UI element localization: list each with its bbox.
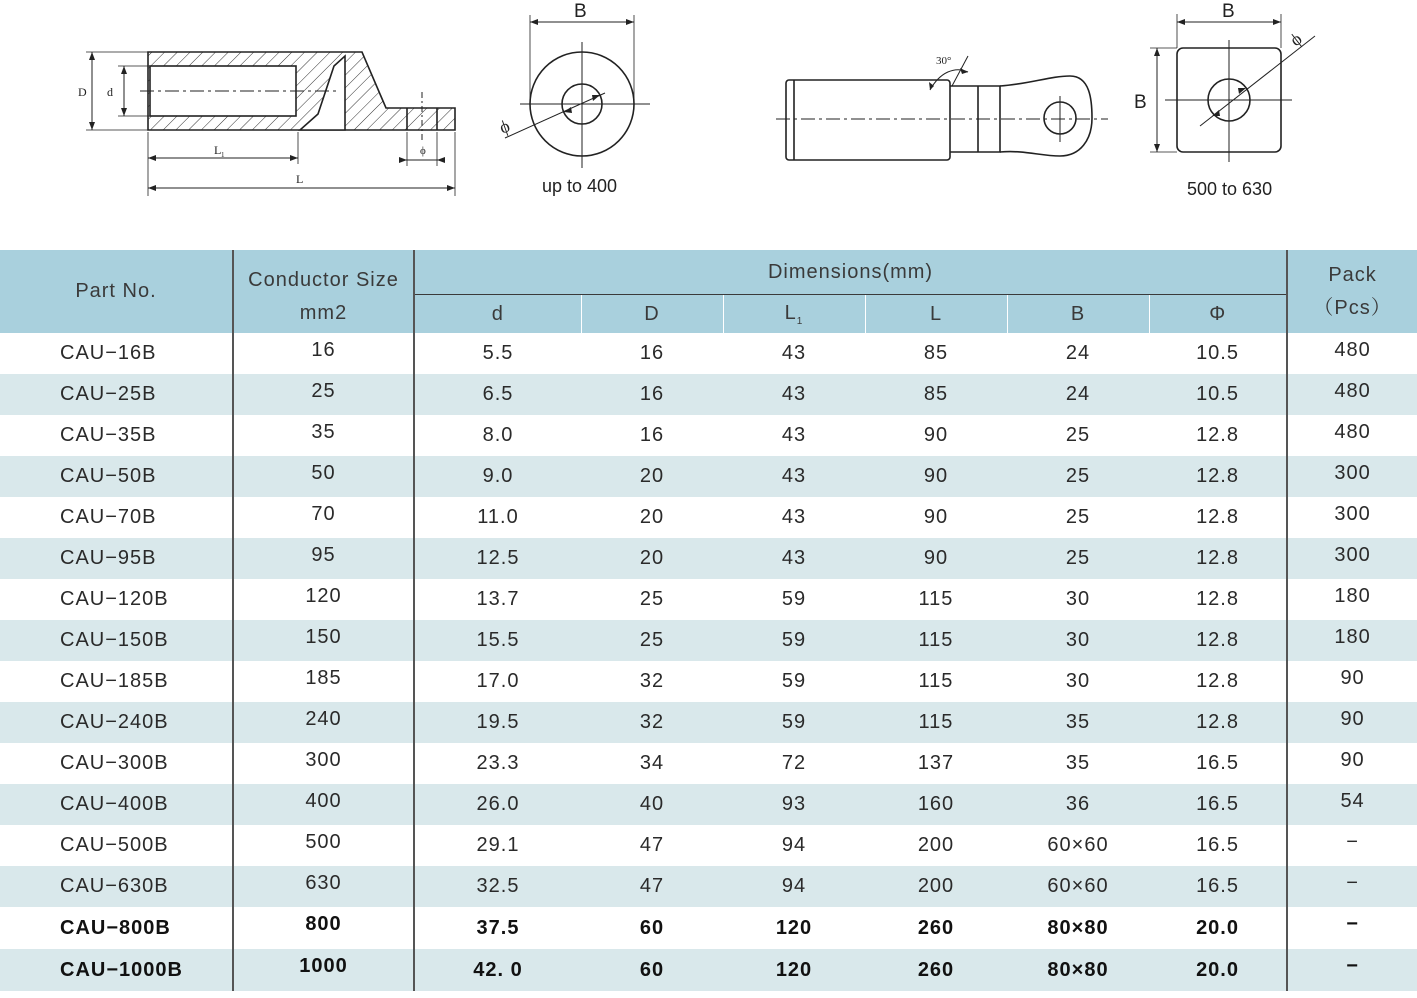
cell-L1: 59	[723, 702, 865, 743]
cell-phi: 16.5	[1149, 743, 1287, 784]
cell-pack: 300	[1287, 538, 1417, 579]
cell-B: 60×60	[1007, 825, 1149, 866]
cell-D: 16	[581, 374, 723, 415]
table-row	[0, 825, 1417, 866]
label-D: D	[78, 85, 87, 99]
square-B-side-label: B	[1134, 92, 1147, 113]
cell-pack: 90	[1287, 743, 1417, 784]
cell-L1: 43	[723, 456, 865, 497]
cell-L1: 43	[723, 374, 865, 415]
header-pack: Pack （Pcs）	[1287, 250, 1417, 333]
cell-conductor-size: 150	[233, 620, 414, 661]
square-end-caption: 500 to 630	[1187, 179, 1273, 199]
cell-part-no: CAU−300B	[0, 743, 233, 784]
round-B-label: B	[574, 1, 587, 22]
cell-B: 25	[1007, 538, 1149, 579]
cell-pack: 480	[1287, 374, 1417, 415]
cell-part-no: CAU−185B	[0, 661, 233, 702]
cell-part-no: CAU−400B	[0, 784, 233, 825]
table-row	[0, 538, 1417, 579]
cell-phi: 12.8	[1149, 661, 1287, 702]
cell-part-no: CAU−500B	[0, 825, 233, 866]
cell-D: 60	[581, 907, 723, 949]
cell-D: 16	[581, 415, 723, 456]
label-L: L	[296, 172, 304, 186]
cell-d: 9.0	[414, 456, 581, 497]
cell-L1: 43	[723, 333, 865, 374]
cell-d: 11.0	[414, 497, 581, 538]
cell-conductor-size: 70	[233, 497, 414, 538]
cell-conductor-size: 630	[233, 866, 414, 907]
cell-d: 8.0	[414, 415, 581, 456]
cell-D: 20	[581, 538, 723, 579]
cell-conductor-size: 35	[233, 415, 414, 456]
cell-pack: 90	[1287, 661, 1417, 702]
cell-D: 47	[581, 825, 723, 866]
cell-phi: 16.5	[1149, 866, 1287, 907]
technical-drawings	[0, 0, 1417, 248]
header-conductor-size: Conductor Size mm2	[233, 250, 414, 333]
cell-phi: 10.5	[1149, 333, 1287, 374]
cell-conductor-size: 185	[233, 661, 414, 702]
cell-conductor-size: 300	[233, 743, 414, 784]
cell-pack: −	[1287, 825, 1417, 866]
table-row	[0, 497, 1417, 538]
cell-B: 60×60	[1007, 866, 1149, 907]
cell-L1: 43	[723, 415, 865, 456]
table-row	[0, 661, 1417, 702]
cell-B: 35	[1007, 702, 1149, 743]
cell-pack: 54	[1287, 784, 1417, 825]
cell-L: 90	[865, 497, 1007, 538]
cell-L1: 94	[723, 866, 865, 907]
cell-phi: 20.0	[1149, 949, 1287, 991]
cell-L: 85	[865, 374, 1007, 415]
table-body	[0, 333, 1417, 991]
cell-L: 115	[865, 620, 1007, 661]
cell-L: 90	[865, 456, 1007, 497]
cell-L: 260	[865, 907, 1007, 949]
cell-part-no: CAU−150B	[0, 620, 233, 661]
cell-part-no: CAU−16B	[0, 333, 233, 374]
cell-d: 17.0	[414, 661, 581, 702]
drawings-svg	[0, 0, 1417, 248]
specification-table	[0, 250, 1417, 991]
cell-conductor-size: 1000	[233, 949, 414, 991]
table-row	[0, 949, 1417, 991]
header-L1: $L_1$	[723, 295, 865, 334]
label-L1-sub: 1	[221, 151, 225, 159]
cell-d: 42. 0	[414, 949, 581, 991]
cell-pack: 300	[1287, 497, 1417, 538]
header-D: D	[581, 295, 723, 334]
cell-L: 115	[865, 579, 1007, 620]
cell-D: 32	[581, 702, 723, 743]
table-row	[0, 743, 1417, 784]
header-d: d	[414, 295, 581, 334]
cell-part-no: CAU−1000B	[0, 949, 233, 991]
cell-pack: 300	[1287, 456, 1417, 497]
table-row	[0, 579, 1417, 620]
cell-L: 85	[865, 333, 1007, 374]
cell-d: 23.3	[414, 743, 581, 784]
cell-D: 32	[581, 661, 723, 702]
cell-B: 35	[1007, 743, 1149, 784]
cell-d: 26.0	[414, 784, 581, 825]
cell-L1: 120	[723, 949, 865, 991]
cell-B: 30	[1007, 620, 1149, 661]
cell-phi: 12.8	[1149, 456, 1287, 497]
header-phi: Φ	[1149, 295, 1287, 334]
cell-pack: 480	[1287, 415, 1417, 456]
cell-phi: 12.8	[1149, 497, 1287, 538]
cell-B: 25	[1007, 497, 1149, 538]
label-L1: L	[214, 143, 222, 157]
cell-pack: 180	[1287, 579, 1417, 620]
cell-L1: 120	[723, 907, 865, 949]
cell-conductor-size: 25	[233, 374, 414, 415]
table-row	[0, 702, 1417, 743]
table-row	[0, 866, 1417, 907]
header-B: B	[1007, 295, 1149, 334]
cell-D: 60	[581, 949, 723, 991]
table-row	[0, 333, 1417, 374]
cell-d: 6.5	[414, 374, 581, 415]
cell-B: 30	[1007, 579, 1149, 620]
cell-D: 47	[581, 866, 723, 907]
cell-L1: 59	[723, 661, 865, 702]
cell-L: 90	[865, 538, 1007, 579]
round-end-view	[505, 15, 650, 168]
cell-part-no: CAU−50B	[0, 456, 233, 497]
round-phi-label: ϕ	[496, 115, 513, 138]
lug-section-view	[86, 52, 455, 196]
square-B-top-label: B	[1222, 1, 1235, 22]
cell-phi: 12.8	[1149, 415, 1287, 456]
cell-pack: 480	[1287, 333, 1417, 374]
cell-part-no: CAU−800B	[0, 907, 233, 949]
table-row	[0, 784, 1417, 825]
cell-phi: 12.8	[1149, 579, 1287, 620]
cell-B: 80×80	[1007, 949, 1149, 991]
table-row	[0, 620, 1417, 661]
square-phi-label: ϕ	[1285, 28, 1306, 50]
cell-part-no: CAU−25B	[0, 374, 233, 415]
label-phi: ϕ	[420, 145, 426, 157]
cell-B: 36	[1007, 784, 1149, 825]
cell-conductor-size: 240	[233, 702, 414, 743]
cell-phi: 16.5	[1149, 825, 1287, 866]
cell-conductor-size: 120	[233, 579, 414, 620]
cell-phi: 10.5	[1149, 374, 1287, 415]
cell-d: 13.7	[414, 579, 581, 620]
cell-B: 24	[1007, 333, 1149, 374]
angle-label: 30°	[936, 55, 952, 67]
cell-d: 15.5	[414, 620, 581, 661]
cell-phi: 12.8	[1149, 620, 1287, 661]
cell-L: 200	[865, 866, 1007, 907]
cell-D: 34	[581, 743, 723, 784]
cell-part-no: CAU−120B	[0, 579, 233, 620]
cell-d: 12.5	[414, 538, 581, 579]
cell-L1: 43	[723, 538, 865, 579]
cell-d: 32.5	[414, 866, 581, 907]
cell-B: 24	[1007, 374, 1149, 415]
cell-L: 160	[865, 784, 1007, 825]
cell-L1: 93	[723, 784, 865, 825]
label-d: d	[107, 85, 113, 99]
angled-lug-view	[776, 56, 1108, 160]
cell-L1: 59	[723, 579, 865, 620]
cell-D: 20	[581, 456, 723, 497]
cell-B: 80×80	[1007, 907, 1149, 949]
cell-L: 90	[865, 415, 1007, 456]
cell-L: 137	[865, 743, 1007, 784]
cell-L: 200	[865, 825, 1007, 866]
table-row	[0, 415, 1417, 456]
header-part-no: Part No.	[0, 250, 233, 333]
cell-part-no: CAU−240B	[0, 702, 233, 743]
cell-L: 260	[865, 949, 1007, 991]
header-dimensions: Dimensions(mm)	[414, 250, 1287, 295]
table-row	[0, 907, 1417, 949]
cell-conductor-size: 800	[233, 907, 414, 949]
table-row	[0, 456, 1417, 497]
cell-pack: −	[1287, 866, 1417, 907]
cell-L1: 43	[723, 497, 865, 538]
cell-phi: 16.5	[1149, 784, 1287, 825]
cell-phi: 12.8	[1149, 538, 1287, 579]
cell-d: 19.5	[414, 702, 581, 743]
header-L: L	[865, 295, 1007, 334]
table-header	[0, 250, 1417, 333]
cell-B: 30	[1007, 661, 1149, 702]
cell-pack: −	[1287, 907, 1417, 949]
cell-phi: 12.8	[1149, 702, 1287, 743]
table-row	[0, 374, 1417, 415]
cell-D: 25	[581, 579, 723, 620]
cell-conductor-size: 16	[233, 333, 414, 374]
cell-B: 25	[1007, 415, 1149, 456]
cell-part-no: CAU−70B	[0, 497, 233, 538]
cell-part-no: CAU−95B	[0, 538, 233, 579]
cell-pack: 90	[1287, 702, 1417, 743]
cell-part-no: CAU−35B	[0, 415, 233, 456]
cell-d: 37.5	[414, 907, 581, 949]
cell-L: 115	[865, 661, 1007, 702]
cell-d: 5.5	[414, 333, 581, 374]
cell-conductor-size: 50	[233, 456, 414, 497]
cell-L: 115	[865, 702, 1007, 743]
cell-B: 25	[1007, 456, 1149, 497]
cell-D: 16	[581, 333, 723, 374]
cell-conductor-size: 95	[233, 538, 414, 579]
cell-L1: 94	[723, 825, 865, 866]
cell-D: 20	[581, 497, 723, 538]
cell-part-no: CAU−630B	[0, 866, 233, 907]
cell-d: 29.1	[414, 825, 581, 866]
cell-L1: 59	[723, 620, 865, 661]
cell-conductor-size: 500	[233, 825, 414, 866]
cell-pack: −	[1287, 949, 1417, 991]
cell-D: 25	[581, 620, 723, 661]
cell-phi: 20.0	[1149, 907, 1287, 949]
cell-conductor-size: 400	[233, 784, 414, 825]
cell-pack: 180	[1287, 620, 1417, 661]
cell-L1: 72	[723, 743, 865, 784]
cell-D: 40	[581, 784, 723, 825]
round-end-caption: up to 400	[542, 176, 618, 196]
